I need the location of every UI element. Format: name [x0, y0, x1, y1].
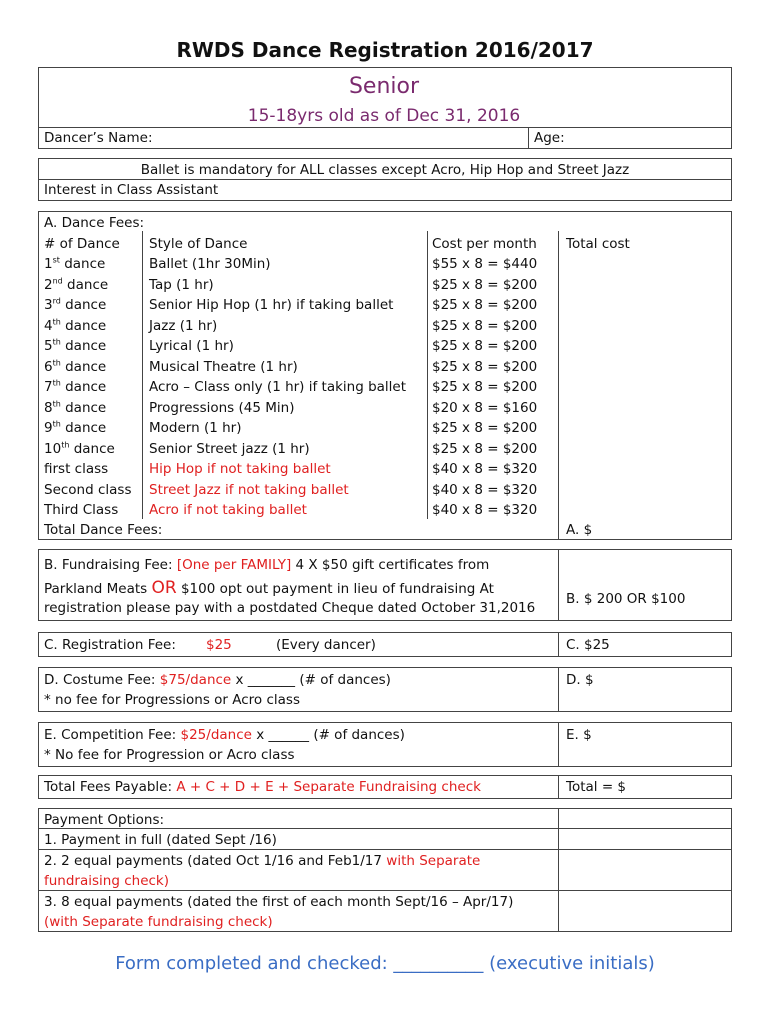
col-header-total: Total cost [566, 236, 630, 252]
fee-row-style: Senior Street jazz (1 hr) [149, 441, 310, 457]
total-line: Total Fees Payable: A + C + D + E + Separate Fundraising check [44, 779, 481, 795]
fee-row-num: 6th dance [44, 358, 107, 375]
fee-row-cost: $25 x 8 = $200 [432, 379, 538, 395]
costume-note: * no fee for Progressions or Acro class [44, 692, 300, 708]
level-title: Senior [348, 74, 420, 99]
costume-value: D. $ [566, 672, 594, 688]
total-dance-fees-value: A. $ [566, 522, 593, 538]
fee-row-num: 2nd dance [44, 276, 109, 293]
age-range: 15-18yrs old as of Dec 31, 2016 [247, 106, 521, 126]
fee-row-style: Progressions (45 Min) [149, 400, 295, 416]
col-header-cost: Cost per month [432, 236, 537, 252]
payment-option-3: 3. 8 equal payments (dated the first of each month Sept/16 – Apr/17) [44, 894, 514, 910]
dancer-name-label: Dancer’s Name: [44, 130, 153, 146]
fee-row-num: 3rd dance [44, 296, 107, 313]
fundraising-line2: Parkland Meats OR $100 opt out payment in lieu of fundraising At [44, 578, 494, 598]
payment-option-1: 1. Payment in full (dated Sept /16) [44, 832, 277, 848]
class-assistant-label: Interest in Class Assistant [44, 182, 219, 198]
fee-row-style: Jazz (1 hr) [149, 318, 218, 334]
fee-row-cost: $25 x 8 = $200 [432, 338, 538, 354]
payment-heading: Payment Options: [44, 812, 165, 828]
fee-row-num: 4th dance [44, 317, 107, 334]
fee-row-num: 8th dance [44, 399, 107, 416]
col-header-style: Style of Dance [149, 236, 248, 252]
fee-row-style: Lyrical (1 hr) [149, 338, 234, 354]
fee-row-style: Modern (1 hr) [149, 420, 242, 436]
fee-row-cost: $25 x 8 = $200 [432, 359, 538, 375]
fee-row-cost: $40 x 8 = $320 [432, 461, 538, 477]
payment-option-3-cont: (with Separate fundraising check) [44, 914, 273, 930]
fee-row-style: Senior Hip Hop (1 hr) if taking ballet [149, 297, 394, 313]
footer-executive-check: Form completed and checked: __________ (executive initials) [115, 953, 655, 974]
fee-row-num: 9th dance [44, 419, 107, 436]
fundraising-value: B. $ 200 OR $100 [566, 591, 686, 607]
fees-heading: A. Dance Fees: [44, 215, 145, 231]
total-value: Total = $ [566, 779, 627, 795]
fee-row-cost: $20 x 8 = $160 [432, 400, 538, 416]
fee-row-num: Second class [44, 482, 132, 498]
fee-row-cost: $40 x 8 = $320 [432, 502, 538, 518]
fee-row-num: Third Class [44, 502, 119, 518]
fee-row-num: 1st dance [44, 255, 106, 272]
ballet-note: Ballet is mandatory for ALL classes except Acro, Hip Hop and Street Jazz [140, 162, 630, 178]
fee-row-style: Street Jazz if not taking ballet [149, 482, 349, 498]
page-title: RWDS Dance Registration 2016/2017 [176, 38, 594, 62]
age-label: Age: [534, 130, 565, 146]
total-dance-fees-label: Total Dance Fees: [44, 522, 163, 538]
fee-row-cost: $25 x 8 = $200 [432, 277, 538, 293]
registration-note: (Every dancer) [276, 637, 376, 653]
registration-amount: $25 [206, 637, 232, 653]
fee-row-cost: $40 x 8 = $320 [432, 482, 538, 498]
fundraising-line1: B. Fundraising Fee: [One per FAMILY] 4 X $50 gift certificates from [44, 557, 490, 573]
competition-line: E. Competition Fee: $25/dance x ______ (# of dances) [44, 727, 405, 743]
fee-row-num: 7th dance [44, 378, 107, 395]
fundraising-line3: registration please pay with a postdated Cheque dated October 31,2016 [44, 600, 536, 616]
competition-note: * No fee for Progression or Acro class [44, 747, 295, 763]
registration-value: C. $25 [566, 637, 610, 653]
fee-row-num: first class [44, 461, 109, 477]
competition-value: E. $ [566, 727, 592, 743]
fee-row-style: Acro – Class only (1 hr) if taking ballet [149, 379, 407, 395]
fee-row-style: Acro if not taking ballet [149, 502, 307, 518]
fee-row-style: Musical Theatre (1 hr) [149, 359, 298, 375]
registration-label: C. Registration Fee: [44, 637, 176, 653]
fee-row-style: Tap (1 hr) [149, 277, 214, 293]
fee-row-style: Hip Hop if not taking ballet [149, 461, 331, 477]
costume-line: D. Costume Fee: $75/dance x _______ (# of dances) [44, 672, 391, 688]
fee-row-style: Ballet (1hr 30Min) [149, 256, 271, 272]
fee-row-cost: $25 x 8 = $200 [432, 297, 538, 313]
payment-option-2: 2. 2 equal payments (dated Oct 1/16 and Feb1/17 with Separate [44, 853, 481, 869]
fee-row-cost: $25 x 8 = $200 [432, 441, 538, 457]
fee-row-cost: $25 x 8 = $200 [432, 420, 538, 436]
fee-row-num: 5th dance [44, 337, 107, 354]
fee-row-cost: $25 x 8 = $200 [432, 318, 538, 334]
payment-option-2-cont: fundraising check) [44, 873, 170, 889]
col-header-num: # of Dance [44, 236, 120, 252]
fee-row-cost: $55 x 8 = $440 [432, 256, 538, 272]
fee-row-num: 10th dance [44, 440, 115, 457]
